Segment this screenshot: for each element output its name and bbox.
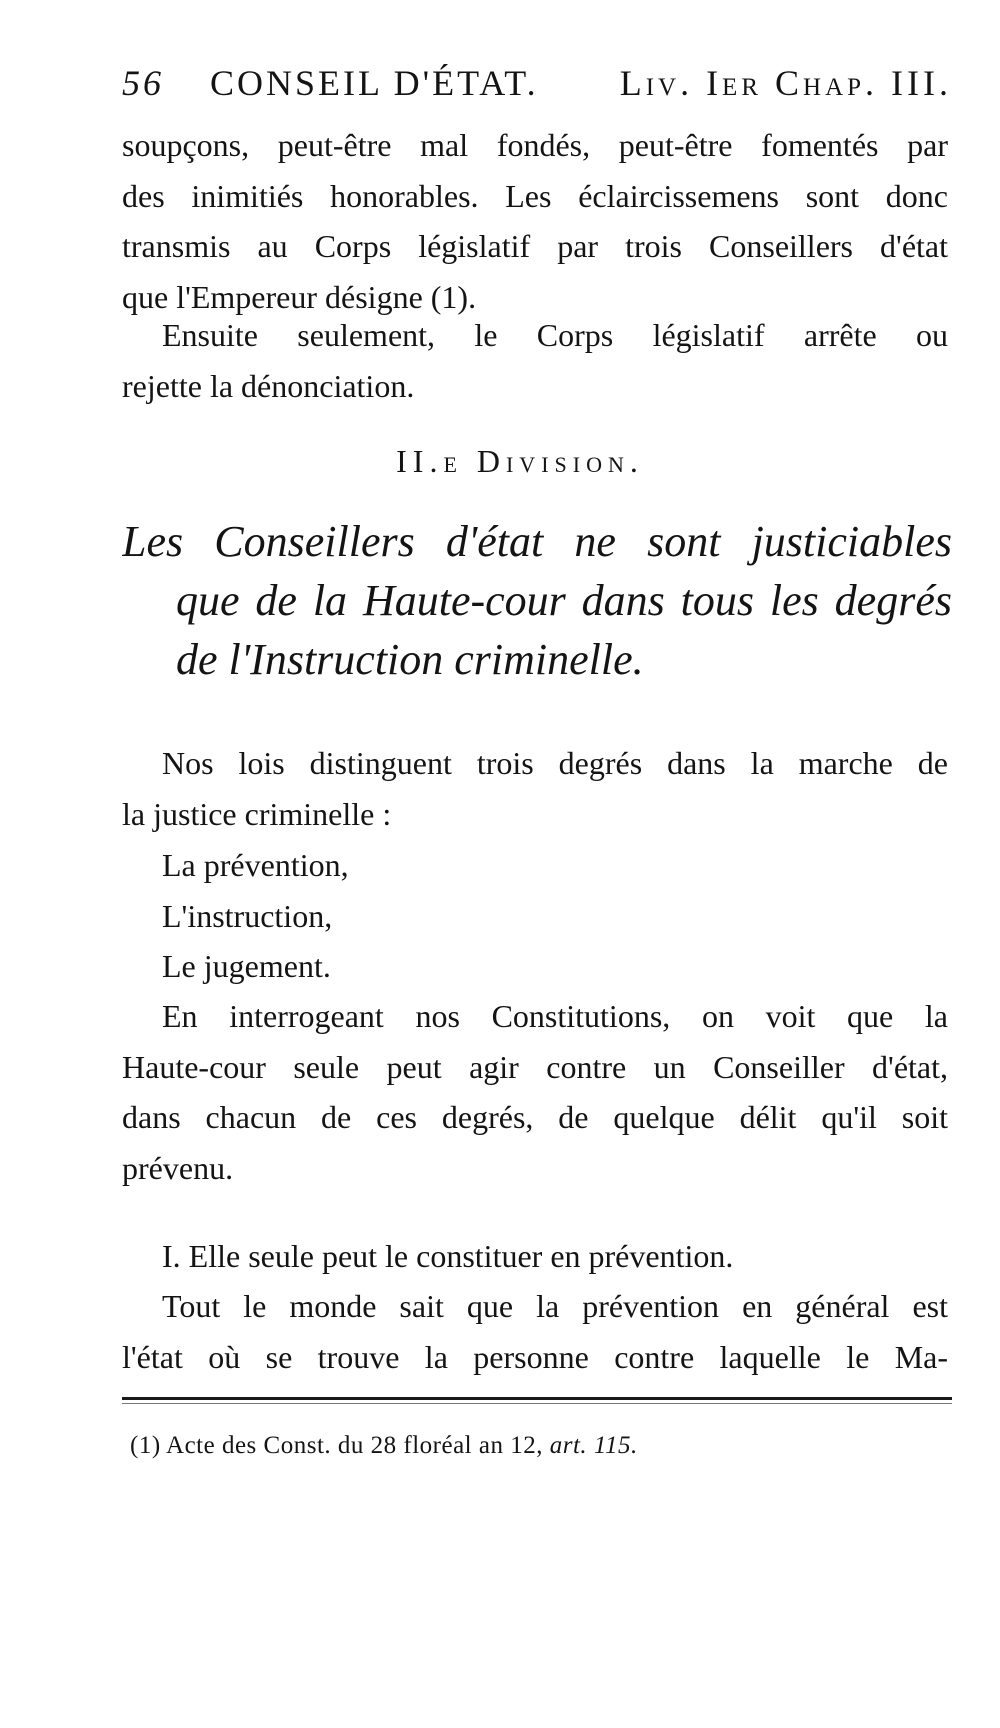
running-head: CONSEIL D'ÉTAT. [210, 63, 539, 103]
text-line: l'état où se trouve la personne contre laquelle le Ma- [122, 1338, 948, 1375]
text-line: En interrogeant nos Constitutions, on voit que la [162, 998, 948, 1034]
text-line: transmis au Corps législatif par trois Conseillers d'état [122, 228, 948, 264]
degree-list [162, 840, 349, 992]
paragraph-6 [122, 1281, 948, 1382]
paragraph-3 [122, 738, 948, 839]
text-line: la justice criminelle : [122, 795, 392, 832]
text-line: Ensuite seulement, le Corps législatif arrête ou [162, 317, 948, 353]
section-title-line: de l'Instruction criminelle. [176, 635, 644, 684]
paragraph-1 [122, 120, 948, 322]
text-line: que l'Empereur désigne (1). [122, 278, 477, 315]
text-line: I. Elle seule peut le constituer en prévention. [162, 1238, 734, 1274]
footnote-article-ref: art. 115. [549, 1432, 638, 1459]
list-item: Le jugement. [162, 948, 331, 984]
page-number: 56 [122, 63, 164, 103]
footnote-text: (1) Acte des Const. du 28 floréal an 12, [130, 1432, 543, 1459]
chapter-reference: Liv. Ier Chap. III. [619, 63, 952, 103]
section-title [122, 512, 952, 689]
list-item: L'instruction, [162, 897, 333, 934]
division-heading: II.e Division. [396, 443, 644, 479]
text-line: dans chacun de ces degrés, de quelque délit qu'il soit [122, 1099, 948, 1135]
footnote-divider [122, 1397, 952, 1400]
text-line: Haute-cour seule peut agir contre un Conseiller d'état, [122, 1048, 948, 1085]
paragraph-5 [122, 1231, 948, 1282]
paragraph-4 [122, 991, 948, 1193]
text-line: Tout le monde sait que la prévention en général est [162, 1288, 948, 1324]
paragraph-2 [122, 310, 948, 411]
section-title-line: que de la Haute-cour dans tous les degrés [176, 576, 952, 625]
text-line: des inimitiés honorables. Les éclaircissemens sont donc [122, 177, 948, 214]
section-title-line: Les Conseillers d'état ne sont justiciables [122, 517, 952, 566]
text-line: soupçons, peut-être mal fondés, peut-être fomentés par [122, 127, 948, 163]
text-line: rejette la dénonciation. [122, 367, 415, 404]
page-header [122, 62, 952, 112]
text-line: prévenu. [122, 1149, 234, 1186]
footnote [130, 1432, 638, 1460]
text-line: Nos lois distinguent trois degrés dans la marche de [162, 745, 948, 781]
list-item: La prévention, [162, 847, 349, 883]
